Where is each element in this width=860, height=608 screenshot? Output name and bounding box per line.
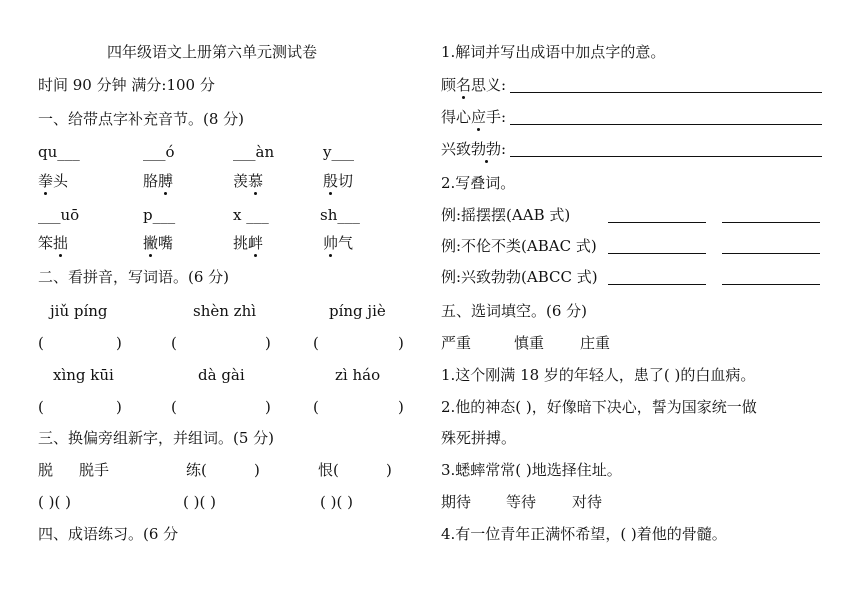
idiom-label: 得心应手: xyxy=(441,108,507,126)
idiom-label: 兴致勃勃: xyxy=(441,140,507,158)
answer-bracket-right: ) xyxy=(398,398,404,416)
answer-line xyxy=(510,92,822,93)
example: 例:摇摆摆(AAB 式) xyxy=(441,206,571,224)
answer-bracket-left: ( xyxy=(171,398,177,416)
pinyin-blank: ___uō xyxy=(38,206,80,224)
answer-bracket-right: ) xyxy=(254,461,260,479)
page-title: 四年级语文上册第六单元测试卷 xyxy=(107,43,318,61)
answer-bracket-right: ) xyxy=(386,461,392,479)
word: 殷切 xyxy=(323,172,354,190)
word: 胳膊 xyxy=(143,172,174,190)
section-5-heading: 五、选词填空。(6 分) xyxy=(441,302,588,320)
word-choice: 严重 xyxy=(441,334,472,352)
answer-line xyxy=(510,124,822,125)
word: 拳头 xyxy=(38,172,69,190)
answer-bracket-pair: ( )( ) xyxy=(183,493,216,511)
word-choice: 期待 xyxy=(441,493,472,511)
word: 笨拙 xyxy=(38,234,69,252)
pinyin: shèn zhì xyxy=(193,302,257,320)
pinyin: dà gài xyxy=(198,366,245,384)
answer-bracket-left: ( xyxy=(313,398,319,416)
example: 例:不伦不类(ABAC 式) xyxy=(441,237,597,255)
radical-example: 脱手 xyxy=(79,461,110,479)
word: 帅气 xyxy=(323,234,354,252)
pinyin: píng jiè xyxy=(329,302,386,320)
answer-line xyxy=(722,284,820,285)
answer-line xyxy=(608,284,706,285)
fill-question: 1.这个刚满 18 岁的年轻人，患了( )的白血病。 xyxy=(441,366,756,384)
pinyin-blank: sh___ xyxy=(320,206,360,224)
pinyin: zì háo xyxy=(335,366,381,384)
pinyin: jiǔ píng xyxy=(50,302,108,320)
answer-bracket-right: ) xyxy=(265,334,271,352)
word-choice: 对待 xyxy=(572,493,603,511)
word-choice: 庄重 xyxy=(580,334,611,352)
word: 撇嘴 xyxy=(143,234,174,252)
time-info: 时间 90 分钟 满分:100 分 xyxy=(38,76,215,94)
fill-question: 2.他的神态( )，好像暗下决心，誓为国家统一做 xyxy=(441,398,757,416)
word-choice: 等待 xyxy=(506,493,537,511)
answer-line xyxy=(608,253,706,254)
question-1: 1.解词并写出成语中加点字的意。 xyxy=(441,43,666,61)
answer-bracket-right: ) xyxy=(398,334,404,352)
answer-line xyxy=(608,222,706,223)
pinyin-blank: p___ xyxy=(143,206,176,224)
answer-bracket-left: ( xyxy=(313,334,319,352)
section-4-heading: 四、成语练习。(6 分 xyxy=(38,525,179,543)
section-3-heading: 三、换偏旁组新字，并组词。(5 分) xyxy=(38,429,275,447)
pinyin-blank: ___ó xyxy=(143,143,175,161)
answer-bracket-pair: ( )( ) xyxy=(38,493,71,511)
pinyin-blank: x ___ xyxy=(233,206,269,224)
answer-line xyxy=(510,156,822,157)
pinyin: xìng kūi xyxy=(53,366,114,384)
word: 挑衅 xyxy=(233,234,264,252)
radical-char: 脱 xyxy=(38,461,54,479)
answer-bracket-left: ( xyxy=(38,398,44,416)
answer-bracket-left: ( xyxy=(38,334,44,352)
answer-bracket-left: ( xyxy=(171,334,177,352)
answer-line xyxy=(722,222,820,223)
section-2-heading: 二、看拼音，写词语。(6 分) xyxy=(38,268,230,286)
example: 例:兴致勃勃(ABCC 式) xyxy=(441,268,598,286)
section-1-heading: 一、给带点字补充音节。(8 分) xyxy=(38,110,245,128)
word-choice: 慎重 xyxy=(514,334,545,352)
answer-bracket-pair: ( )( ) xyxy=(320,493,353,511)
answer-bracket-right: ) xyxy=(265,398,271,416)
answer-bracket-right: ) xyxy=(116,334,122,352)
radical-char: 练( xyxy=(186,461,207,479)
answer-line xyxy=(722,253,820,254)
fill-question: 3.蟋蟀常常( )地选择住址。 xyxy=(441,461,622,479)
fill-question: 殊死拼搏。 xyxy=(441,429,517,447)
pinyin-blank: qu___ xyxy=(38,143,80,161)
answer-bracket-right: ) xyxy=(116,398,122,416)
question-2: 2.写叠词。 xyxy=(441,174,516,192)
pinyin-blank: y___ xyxy=(323,143,354,161)
radical-char: 恨( xyxy=(318,461,339,479)
idiom-label: 顾名思义: xyxy=(441,76,507,94)
pinyin-blank: ___àn xyxy=(233,143,275,161)
word: 羡慕 xyxy=(233,172,264,190)
fill-question: 4.有一位青年正满怀希望，( )着他的骨髓。 xyxy=(441,525,727,543)
